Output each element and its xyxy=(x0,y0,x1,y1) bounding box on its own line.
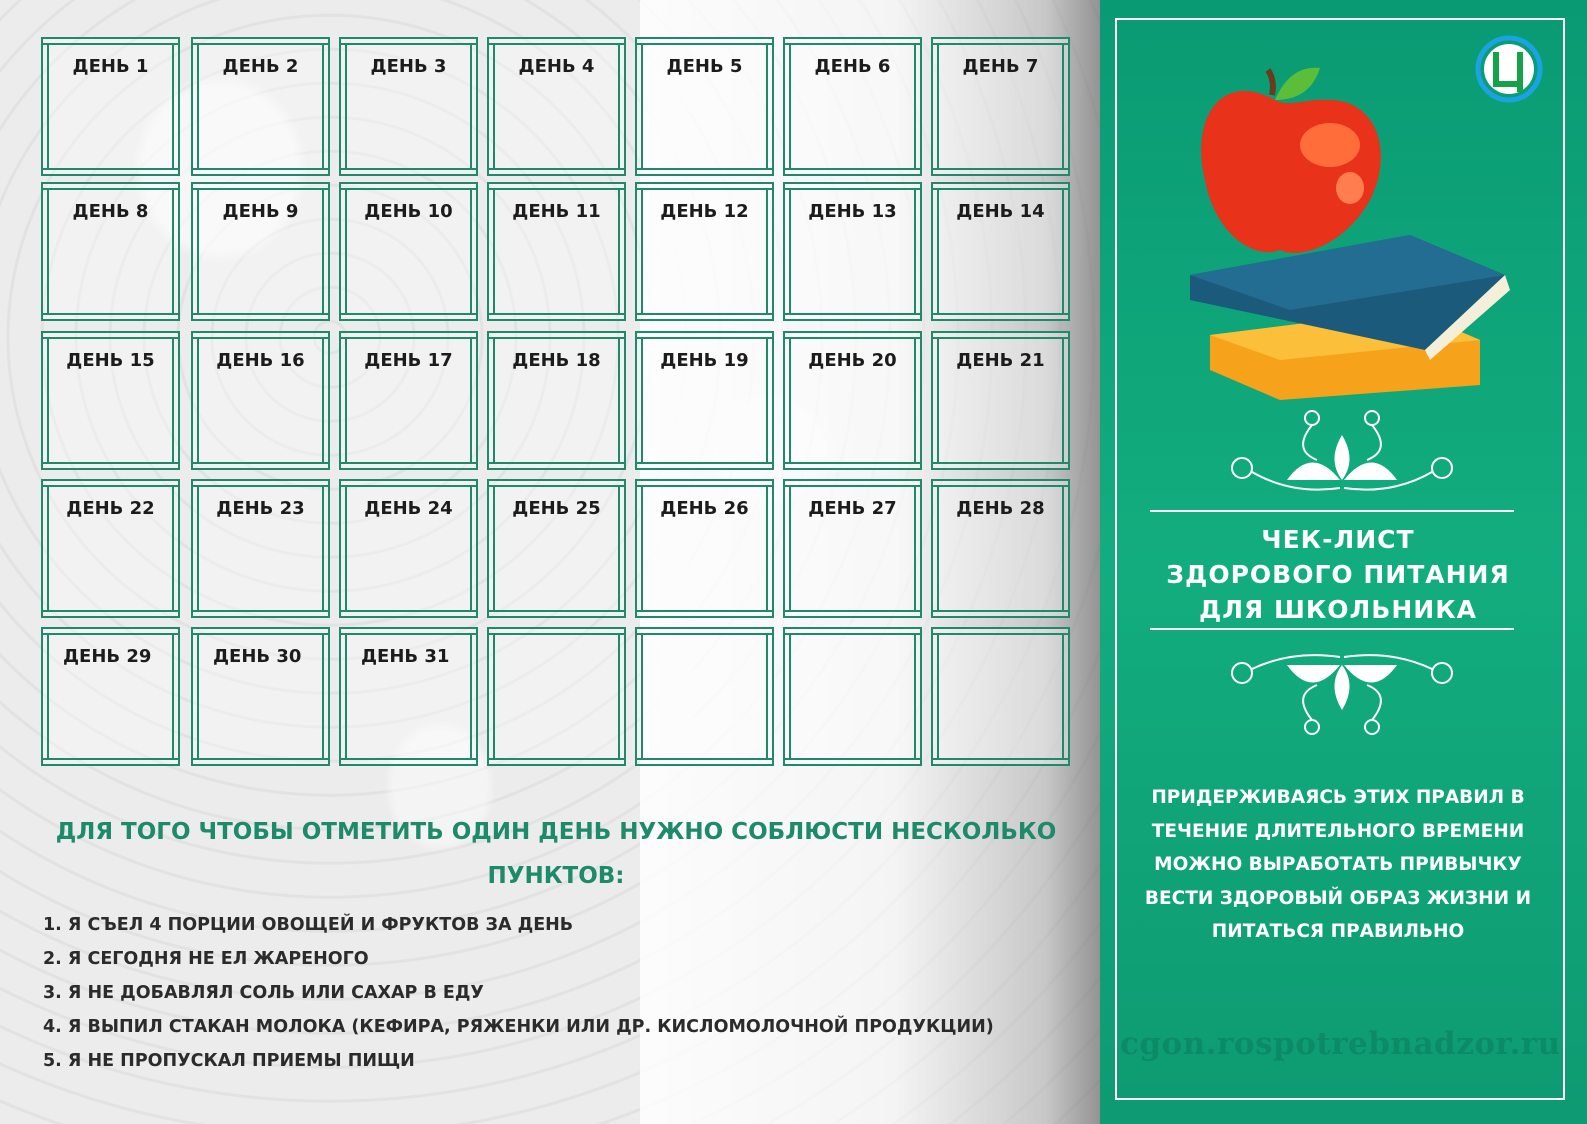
day-label: ДЕНЬ 1 xyxy=(72,56,149,77)
day-cell[interactable] xyxy=(783,37,922,176)
day-label: ДЕНЬ 31 xyxy=(361,646,450,667)
day-cell[interactable] xyxy=(487,182,626,321)
day-cell[interactable] xyxy=(931,182,1070,321)
day-label: ДЕНЬ 29 xyxy=(63,646,152,667)
rule-item: 5. Я НЕ ПРОПУСКАЛ ПРИЕМЫ ПИЩИ xyxy=(43,1051,415,1071)
day-cell[interactable] xyxy=(487,627,626,766)
day-label: ДЕНЬ 16 xyxy=(216,350,305,371)
rule-item: 2. Я СЕГОДНЯ НЕ ЕЛ ЖАРЕНОГО xyxy=(43,949,369,969)
day-label: ДЕНЬ 19 xyxy=(660,350,749,371)
day-cell[interactable] xyxy=(783,182,922,321)
bottom-ornament-icon xyxy=(1222,645,1462,745)
day-cell[interactable] xyxy=(487,479,626,618)
day-cell[interactable] xyxy=(191,37,330,176)
day-cell[interactable] xyxy=(191,182,330,321)
day-cell[interactable] xyxy=(487,331,626,470)
panel-title: ЧЕК-ЛИСТ ЗДОРОВОГО ПИТАНИЯ ДЛЯ ШКОЛЬНИКА xyxy=(1166,525,1510,624)
day-cell[interactable] xyxy=(635,37,774,176)
day-label: ДЕНЬ 28 xyxy=(956,498,1045,519)
day-label: ДЕНЬ 6 xyxy=(814,56,891,77)
day-label: ДЕНЬ 15 xyxy=(66,350,155,371)
rule-item: 1. Я СЪЕЛ 4 ПОРЦИИ ОВОЩЕЙ И ФРУКТОВ ЗА ДЕНЬ xyxy=(43,915,574,935)
day-label: ДЕНЬ 25 xyxy=(512,498,601,519)
title-rule-top xyxy=(1150,510,1514,512)
day-cell[interactable] xyxy=(635,627,774,766)
day-label: ДЕНЬ 9 xyxy=(222,201,299,222)
day-cell[interactable] xyxy=(635,331,774,470)
day-label: ДЕНЬ 18 xyxy=(512,350,601,371)
day-label: ДЕНЬ 2 xyxy=(222,56,299,77)
day-cell[interactable] xyxy=(339,182,478,321)
day-label: ДЕНЬ 4 xyxy=(518,56,595,77)
day-label: ДЕНЬ 13 xyxy=(808,201,897,222)
day-cell[interactable] xyxy=(931,37,1070,176)
day-label: ДЕНЬ 10 xyxy=(364,201,453,222)
rule-item: 3. Я НЕ ДОБАВЛЯЛ СОЛЬ ИЛИ САХАР В ЕДУ xyxy=(43,983,484,1003)
day-label: ДЕНЬ 22 xyxy=(66,498,155,519)
apple-on-books-icon xyxy=(1180,60,1520,400)
day-cell[interactable] xyxy=(635,479,774,618)
instructions-title: ДЛЯ ТОГО ЧТОБЫ ОТМЕТИТЬ ОДИН ДЕНЬ НУЖНО СОБЛЮСТИ НЕСКОЛЬКО ПУНКТОВ: xyxy=(55,819,1057,889)
day-label: ДЕНЬ 11 xyxy=(512,201,601,222)
day-label: ДЕНЬ 8 xyxy=(72,201,149,222)
day-cell[interactable] xyxy=(487,37,626,176)
day-label: ДЕНЬ 20 xyxy=(808,350,897,371)
day-label: ДЕНЬ 30 xyxy=(213,646,302,667)
day-cell[interactable] xyxy=(41,627,180,766)
day-cell[interactable] xyxy=(41,331,180,470)
day-cell[interactable] xyxy=(339,627,478,766)
day-cell[interactable] xyxy=(41,37,180,176)
day-cell[interactable] xyxy=(41,479,180,618)
day-cell[interactable] xyxy=(635,182,774,321)
day-cell[interactable] xyxy=(783,479,922,618)
panel-text: ПРИДЕРЖИВАЯСЬ ЭТИХ ПРАВИЛ В ТЕЧЕНИЕ ДЛИТЕЛЬНОГО ВРЕМЕНИ МОЖНО ВЫРАБОТАТЬ ПРИВЫЧКУ ВЕСТИ ЗДОРОВЫЙ ОБРАЗ ЖИЗНИ И ПИТАТЬСЯ ПРАВИЛЬНО xyxy=(1144,787,1532,942)
day-cell[interactable] xyxy=(931,627,1070,766)
rules-list xyxy=(43,908,994,1078)
rule-item: 4. Я ВЫПИЛ СТАКАН МОЛОКА (КЕФИРА, РЯЖЕНКИ ИЛИ ДР. КИСЛОМОЛОЧНОЙ ПРОДУКЦИИ) xyxy=(43,1017,994,1037)
day-cell[interactable] xyxy=(931,479,1070,618)
top-ornament-icon xyxy=(1222,400,1462,500)
day-label: ДЕНЬ 23 xyxy=(216,498,305,519)
day-cell[interactable] xyxy=(783,331,922,470)
day-label: ДЕНЬ 24 xyxy=(364,498,453,519)
day-label: ДЕНЬ 21 xyxy=(956,350,1045,371)
day-cell[interactable] xyxy=(339,37,478,176)
day-label: ДЕНЬ 26 xyxy=(660,498,749,519)
day-cell[interactable] xyxy=(931,331,1070,470)
day-label: ДЕНЬ 27 xyxy=(808,498,897,519)
day-cell[interactable] xyxy=(783,627,922,766)
day-cell[interactable] xyxy=(41,182,180,321)
day-label: ДЕНЬ 17 xyxy=(364,350,453,371)
day-label: ДЕНЬ 14 xyxy=(956,201,1045,222)
day-label: ДЕНЬ 5 xyxy=(666,56,743,77)
day-cell[interactable] xyxy=(339,479,478,618)
day-label: ДЕНЬ 3 xyxy=(370,56,447,77)
day-cell[interactable] xyxy=(339,331,478,470)
day-cell[interactable] xyxy=(191,479,330,618)
day-cell[interactable] xyxy=(191,331,330,470)
day-label: ДЕНЬ 12 xyxy=(660,201,749,222)
day-label: ДЕНЬ 7 xyxy=(962,56,1039,77)
watermark: cgon.rospotrebnadzor.ru xyxy=(1120,1026,1561,1062)
title-rule-bottom xyxy=(1150,628,1514,630)
day-cell[interactable] xyxy=(191,627,330,766)
